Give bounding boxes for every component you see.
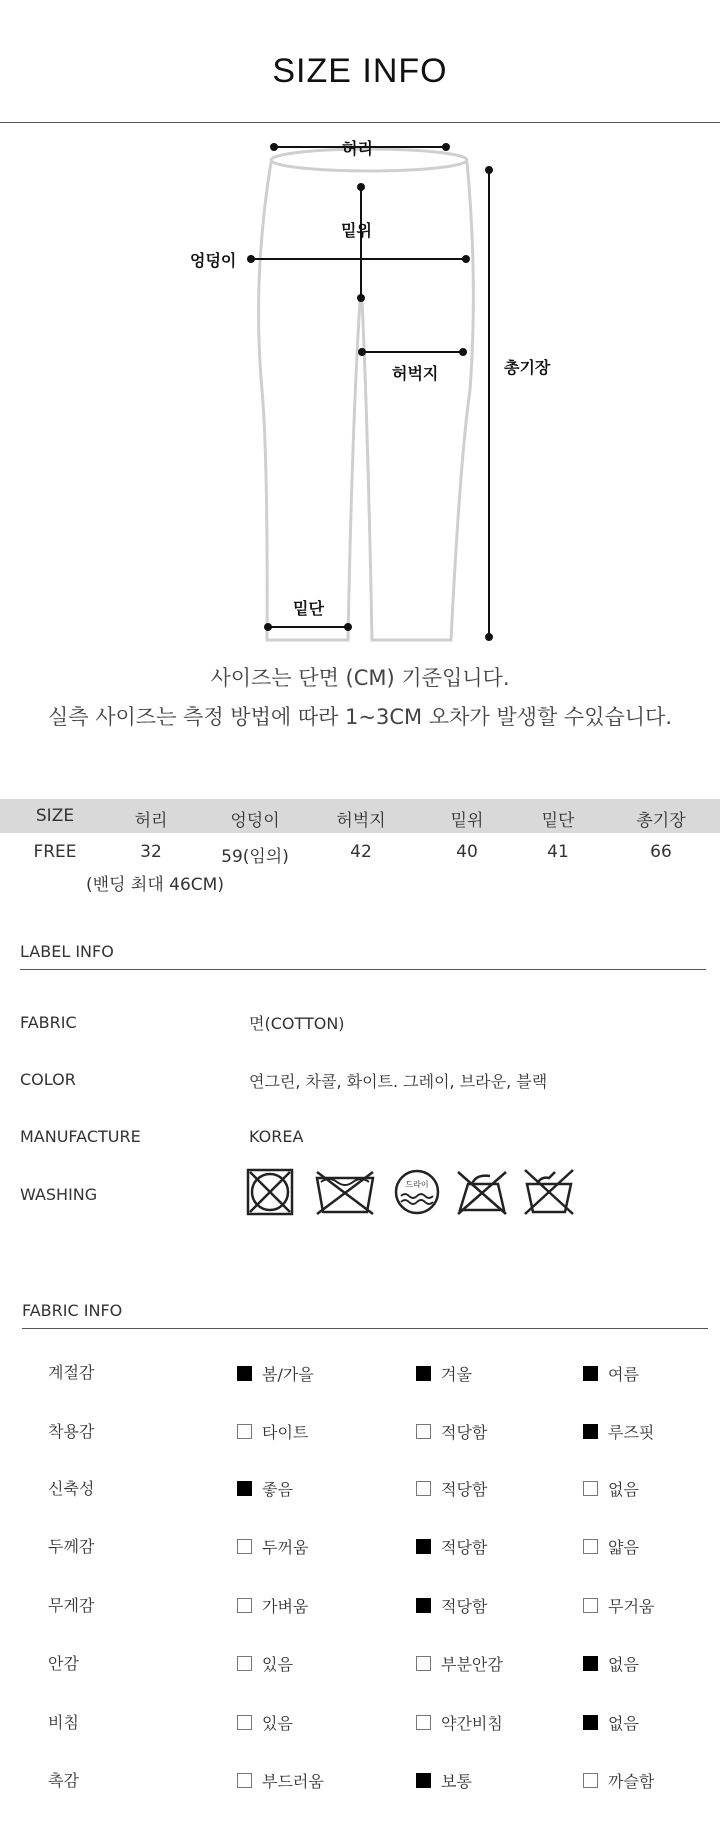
checkbox [416,1366,431,1381]
option-thickness-3 [583,1535,639,1558]
checkbox [416,1773,431,1788]
option-text: 두꺼움 [262,1538,309,1557]
option-text: 까슬함 [608,1772,655,1791]
fabric-info-divider [22,1328,708,1329]
size-table-header [0,799,720,833]
title-divider [0,122,720,123]
label-thigh: 허벅지 [392,364,439,383]
row-label-sheer: 비침 [48,1713,79,1732]
option-text: 부분안감 [441,1655,503,1674]
option-text: 없음 [608,1714,639,1733]
label-rise: 밑위 [341,221,372,240]
checkbox [583,1481,598,1496]
option-text: 여름 [608,1365,639,1384]
option-text: 가벼움 [262,1597,309,1616]
checkbox [237,1539,252,1554]
option-fit-3 [583,1420,654,1443]
label-hip: 엉덩이 [190,251,237,270]
option-sheer-2 [416,1711,503,1734]
option-thickness-2 [416,1535,487,1558]
label-info-title: LABEL INFO [20,942,114,961]
option-text: 무거움 [608,1597,655,1616]
checkbox [416,1715,431,1730]
option-text: 없음 [608,1480,639,1499]
option-season-2 [416,1362,472,1385]
option-text: 있음 [262,1655,293,1674]
option-thickness-1 [237,1535,308,1558]
row-label-lining: 안감 [48,1654,79,1673]
label-hem: 밑단 [293,599,324,618]
row-size: FREE [33,842,77,862]
checkbox [237,1656,252,1671]
option-text: 타이트 [262,1423,309,1442]
option-lining-2 [416,1652,503,1675]
option-text: 약간비침 [441,1714,503,1733]
option-text: 보통 [441,1772,472,1791]
checkbox [416,1481,431,1496]
header-waist: 허리 [134,811,168,831]
waist-band-note: (밴딩 최대 46CM) [86,875,224,895]
option-texture-1 [237,1769,324,1792]
option-text: 적당함 [441,1538,488,1557]
option-text: 있음 [262,1714,293,1733]
option-texture-3 [583,1769,654,1792]
manufacture-label: MANUFACTURE [20,1127,141,1146]
row-label-texture: 촉감 [48,1771,79,1790]
option-lining-1 [237,1652,293,1675]
option-weight-3 [583,1594,654,1617]
fabric-label: FABRIC [20,1013,77,1032]
option-stretch-1 [237,1477,293,1500]
option-fit-2 [416,1420,487,1443]
option-text: 부드러움 [262,1772,324,1791]
note-line-1: 사이즈는 단면 (CM) 기준입니다. [210,666,510,690]
row-waist: 32 [140,842,162,862]
option-text: 적당함 [441,1480,488,1499]
checkbox [416,1656,431,1671]
row-label-weight: 무게감 [48,1596,95,1615]
note-line-2: 실측 사이즈는 측정 방법에 따라 1~3CM 오차가 발생할 수있습니다. [47,705,673,729]
option-season-3 [583,1362,639,1385]
header-hip: 엉덩이 [230,811,280,831]
label-info-divider [20,969,706,970]
header-length: 총기장 [636,811,686,831]
checkbox [583,1539,598,1554]
option-weight-1 [237,1594,308,1617]
checkbox [583,1656,598,1671]
checkbox [583,1424,598,1439]
header-size: SIZE [35,806,75,826]
header-hem: 밑단 [541,811,575,831]
dry-clean-icon [393,1168,441,1216]
color-label: COLOR [20,1070,76,1089]
row-thigh: 42 [350,842,372,862]
option-text: 봄/가을 [262,1365,314,1384]
checkbox [416,1539,431,1554]
option-text: 겨울 [441,1365,472,1384]
option-text: 적당함 [441,1597,488,1616]
option-sheer-1 [237,1711,293,1734]
checkbox [237,1715,252,1730]
header-thigh: 허벅지 [336,811,386,831]
manufacture-value: KOREA [249,1127,304,1146]
row-label-thickness: 두께감 [48,1537,95,1556]
option-sheer-3 [583,1711,639,1734]
page-title: SIZE INFO [272,52,448,90]
checkbox [416,1598,431,1613]
checkbox [583,1366,598,1381]
option-fit-1 [237,1420,308,1443]
checkbox [583,1715,598,1730]
row-label-season: 계절감 [48,1363,95,1382]
option-stretch-2 [416,1477,487,1500]
fabric-value: 면(COTTON) [249,1014,345,1033]
checkbox [237,1598,252,1613]
option-text: 루즈핏 [608,1423,655,1442]
option-text: 없음 [608,1655,639,1674]
size-table-row [0,842,720,872]
no-tumble-dry-icon [246,1168,294,1216]
checkbox [416,1424,431,1439]
checkbox [583,1598,598,1613]
pants-diagram [0,130,720,650]
row-length: 66 [650,842,672,862]
row-hip: 59(임의) [221,847,289,867]
color-value: 연그린, 차콜, 화이트. 그레이, 브라운, 블랙 [249,1072,548,1091]
dry-clean-text: 드라이 [405,1180,429,1189]
checkbox [237,1366,252,1381]
option-text: 적당함 [441,1423,488,1442]
option-texture-2 [416,1769,472,1792]
fabric-info-title: FABRIC INFO [22,1301,123,1320]
row-rise: 40 [456,842,478,862]
row-hem: 41 [547,842,569,862]
checkbox [583,1773,598,1788]
no-machine-wash-icon [313,1168,377,1216]
option-lining-3 [583,1652,639,1675]
label-waist: 허리 [342,139,373,158]
no-iron-icon [454,1168,510,1216]
row-label-stretch: 신축성 [48,1479,95,1498]
header-rise: 밑위 [450,811,484,831]
checkbox [237,1424,252,1439]
option-stretch-3 [583,1477,639,1500]
no-hand-wash-icon [521,1168,577,1216]
option-season-1 [237,1362,314,1385]
checkbox [237,1773,252,1788]
checkbox [237,1481,252,1496]
option-text: 좋음 [262,1480,293,1499]
label-length: 총기장 [504,358,551,377]
option-text: 얇음 [608,1538,639,1557]
washing-label: WASHING [20,1185,98,1204]
row-label-fit: 착용감 [48,1422,95,1441]
option-weight-2 [416,1594,487,1617]
